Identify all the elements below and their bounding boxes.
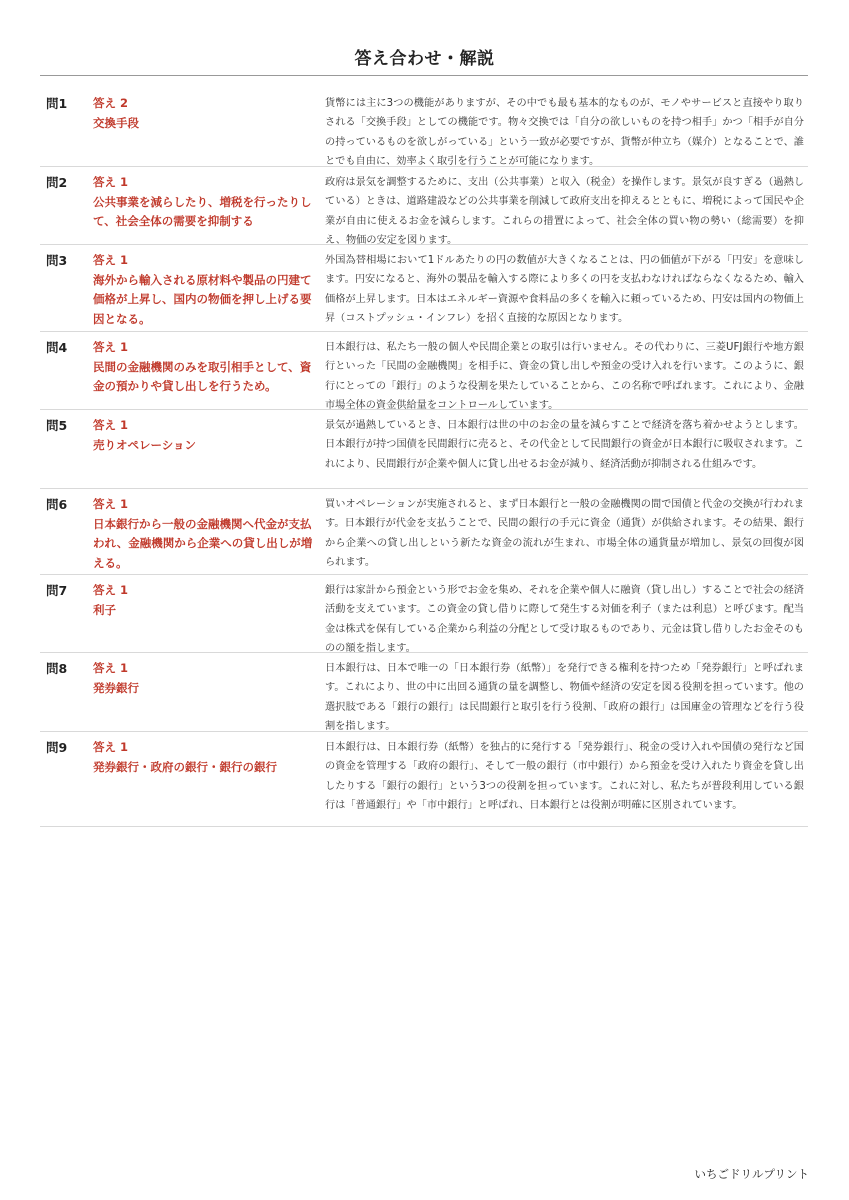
answer-row	[40, 489, 808, 575]
title-divider	[40, 75, 808, 76]
footer-brand: いちごドリルプリント	[694, 1167, 809, 1181]
answer-cell	[93, 738, 325, 820]
answer-table	[40, 88, 808, 827]
answer-cell	[93, 495, 325, 568]
answer-row	[40, 88, 808, 167]
answer-cell	[93, 581, 325, 646]
answer-text: 民間の金融機関のみを取引相手として、資金の預かりや貸し出しを行うため。	[93, 359, 312, 393]
explanation-text: 政府は景気を調整するために、支出（公共事業）と収入（税金）を操作します。景気が良すぎる（過熱している）ときは、道路建設などの公共事業を削減して政府支出を抑えるとともに、増税によって国民や企業が自由に使えるお金を減らします。これらの措置によって、社会全体の買い物の勢い（総需要）を抑え、物価の安定を図ります。	[325, 177, 804, 246]
question-number: 問3	[46, 253, 68, 268]
answer-text: 海外から輸入される原材料や製品の円建て価格が上昇し、国内の物価を押し上げる要因となる。	[93, 272, 312, 326]
answer-label: 答え 1	[93, 583, 129, 597]
answer-row	[40, 167, 808, 245]
explanation-text: 貨幣には主に3つの機能がありますが、その中でも最も基本的なものが、モノやサービスと直接やり取りされる「交換手段」としての機能です。物々交換では「自分の欲しいものを持つ相手」かつ「相手が自分の持っているものを欲しがっている」という一致が必要ですが、貨幣が仲立ち（媒介）となることで、誰とでも自由に、効率よく取引を行うことが可能になります。	[325, 98, 804, 167]
question-number: 問8	[46, 661, 68, 676]
question-number: 問9	[46, 740, 68, 755]
answer-label: 答え 2	[93, 96, 129, 110]
answer-row	[40, 732, 808, 827]
answer-text: 公共事業を減らしたり、増税を行ったりして、社会全体の需要を抑制する	[93, 194, 312, 228]
answer-text: 発券銀行・政府の銀行・銀行の銀行	[93, 759, 277, 774]
explanation-text: 銀行は家計から預金という形でお金を集め、それを企業や個人に融資（貸し出し）することで社会の経済活動を支えています。この資金の貸し借りに際して発生する対価を利子（または利息）と呼びます。配当金は株式を保有している企業から利益の分配として受け取るものであり、元金は貸し借りしたお金そのものの額を指します。	[325, 585, 804, 654]
answer-row	[40, 653, 808, 732]
answer-cell	[93, 338, 325, 403]
answer-cell	[93, 251, 325, 325]
explanation-text: 日本銀行は、日本で唯一の「日本銀行券（紙幣）」を発行できる権利を持つため「発券銀行」と呼ばれます。これにより、世の中に出回る通貨の量を調整し、物価や経済の安定を図る役割を担っています。他の選択肢である「銀行の銀行」は民間銀行と取引を行う役割、「政府の銀行」は国庫金の管理などを行う役割を指します。	[325, 663, 804, 732]
answer-label: 答え 1	[93, 740, 129, 754]
explanation-text: 景気が過熱しているとき、日本銀行は世の中のお金の量を減らすことで経済を落ち着かせようとします。日本銀行が持つ国債を民間銀行に売ると、その代金として民間銀行の資金が日本銀行に吸収されます。これにより、民間銀行が企業や個人に貸し出せるお金が減り、経済活動が抑制される仕組みです。	[325, 420, 804, 470]
answer-cell	[93, 94, 325, 160]
explanation-text: 外国為替相場において1ドルあたりの円の数値が大きくなることは、円の価値が下がる「円安」を意味します。円安になると、海外の製品を輸入する際により多くの円を支払わなければならなくなるため、輸入価格が上昇します。日本はエネルギー資源や食料品の多くを輸入に頼っているため、円安は国内の物価上昇（コストプッシュ・インフレ）を招く直接的な原因となります。	[325, 255, 804, 324]
answer-label: 答え 1	[93, 661, 129, 675]
answer-text: 日本銀行から一般の金融機関へ代金が支払われ、金融機関から企業への貸し出しが増える。	[93, 516, 313, 570]
question-number: 問4	[46, 340, 68, 355]
page-title: 答え合わせ・解説	[354, 49, 495, 69]
answer-text: 交換手段	[93, 115, 139, 130]
explanation-text: 日本銀行は、私たち一般の個人や民間企業との取引は行いません。その代わりに、三菱UFJ銀行や地方銀行といった「民間の金融機関」を相手に、資金の貸し出しや預金の受け入れを行います。このように、銀行にとっての「銀行」のような役割を果たしていることから、この名称で呼ばれます。これにより、金融市場全体の資金供給量をコントロールしています。	[325, 342, 804, 411]
answer-row	[40, 575, 808, 653]
answer-text: 売りオペレーション	[93, 437, 197, 452]
answer-cell	[93, 173, 325, 238]
answer-label: 答え 1	[93, 497, 129, 511]
answer-label: 答え 1	[93, 253, 129, 267]
answer-label: 答え 1	[93, 418, 129, 432]
question-number: 問7	[46, 583, 68, 598]
question-number: 問6	[46, 497, 68, 512]
answer-row	[40, 332, 808, 410]
answer-row	[40, 245, 808, 332]
explanation-text: 日本銀行は、日本銀行券（紙幣）を独占的に発行する「発券銀行」、税金の受け入れや国債の発行など国の資金を管理する「政府の銀行」、そして一般の銀行（市中銀行）から預金を受け入れたり資金を貸し出したりする「銀行の銀行」という3つの役割を担っています。これに対し、私たちが普段利用している銀行は「普通銀行」や「市中銀行」と呼ばれ、日本銀行とは役割が明確に区別されています。	[325, 742, 804, 811]
explanation-text: 買いオペレーションが実施されると、まず日本銀行と一般の金融機関の間で国債と代金の交換が行われます。日本銀行が代金を支払うことで、民間の銀行の手元に資金（通貨）が供給されます。その結果、銀行から企業への貸し出しという新たな資金の流れが生まれ、市場全体の通貨量が増加し、景気の回復が図られます。	[325, 499, 804, 568]
answer-label: 答え 1	[93, 340, 129, 354]
answer-text: 発券銀行	[93, 680, 139, 695]
answer-text: 利子	[93, 602, 116, 617]
answer-cell	[93, 659, 325, 725]
answer-label: 答え 1	[93, 175, 129, 189]
question-number: 問2	[46, 175, 68, 190]
question-number: 問1	[46, 96, 68, 111]
question-number: 問5	[46, 418, 68, 433]
answer-cell	[93, 416, 325, 482]
answer-row	[40, 410, 808, 489]
